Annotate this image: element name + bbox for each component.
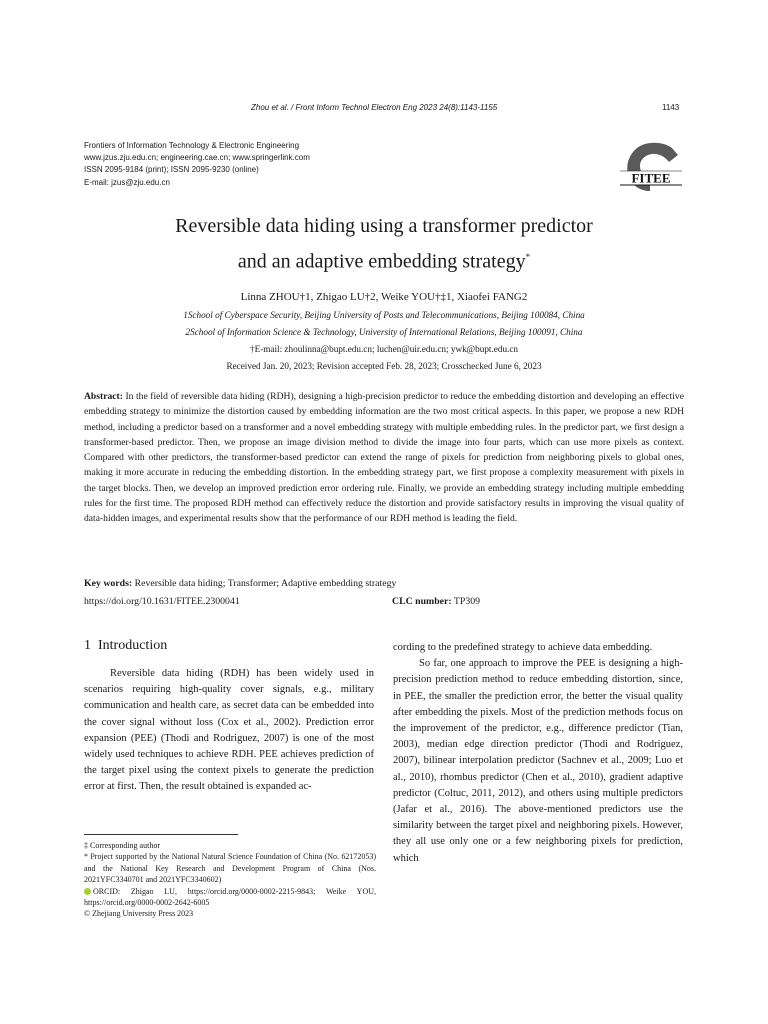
journal-email: E-mail: jzus@zju.edu.cn xyxy=(84,177,170,187)
running-head-citation: Zhou et al. / Front Inform Technol Electron Eng 2023 24(8):1143-1155 xyxy=(251,103,498,112)
affiliation-1: 1School of Cyberspace Security, Beijing University of Posts and Telecommunications, Beijing 100084, China xyxy=(183,310,585,320)
footnote-rule xyxy=(84,834,238,835)
abstract-text: In the field of reversible data hiding (RDH), designing a high-precision predictor to reduce the embedding distortion and developing an effective embedding strategy to minimize the distortion caused by embedding information are the two most critical aspects. In this paper, we propose a new RDH method, including a predictor based on a transformer and a novel embedding strategy with multiple embedding rules. In the predictor part, we first design a transformer-based predictor. Then, we propose an image division method to divide the image into four parts, which can use more pixels as context. Compared with other predictors, the transformer-based predictor can extend the range of pixels for prediction from neighboring pixels to global ones, making it more accurate in reducing the embedding distortion. In the embedding strategy part, we first propose a complexity measurement with pixels in the target blocks. Then, we develop an improved prediction error ordering rule. Finally, we provide an embedding strategy including multiple embedding rules for the first time. The proposed RDH method can effectively reduce the distortion and provide satisfactory results in improving the visual quality of data-hidden images, and experimental results show that the performance of our RDH method is leading the field. xyxy=(84,391,684,525)
title-line-2: and an adaptive embedding strategy* xyxy=(237,250,531,273)
abstract-label: Abstract: xyxy=(84,391,123,402)
body-left-column xyxy=(84,666,374,796)
clc-number xyxy=(392,596,480,607)
journal-name: Frontiers of Information Technology & Electronic Engineering xyxy=(84,141,300,150)
orcid-icon xyxy=(84,888,91,895)
footnote-orcid: ORCID: Zhigao LU, https://orcid.org/0000-0002-2215-9843; Weike YOU, https://orcid.org/0000-0002-2642-6005 xyxy=(84,886,376,908)
body-paragraph: Reversible data hiding (RDH) has been widely used in scenarios requiring high-quality cover signals, e.g., military communication and health care, as secret data can be embedded into the cover signal without loss (Cox et al., 2002). Prediction error expansion (PEE) (Thodi and Rodriguez, 2007) is one of the most widely used techniques to achieve RDH. PEE achieves prediction of the target pixel using the context pixels to generate the prediction error at first. Then, the result obtained is expanded ac- xyxy=(84,668,374,793)
journal-issn: ISSN 2095-9184 (print); ISSN 2095-9230 (online) xyxy=(84,165,259,175)
footnote-corresponding: ‡ Corresponding author xyxy=(84,841,160,850)
author-list: Linna ZHOU†1, Zhigao LU†2, Weike YOU†‡1, Xiaofei FANG2 xyxy=(240,291,528,303)
body-right-column xyxy=(393,640,683,867)
page-number: 1143 xyxy=(662,103,680,112)
keywords-text: Reversible data hiding; Transformer; Adaptive embedding strategy xyxy=(134,578,397,589)
doi-link[interactable]: https://doi.org/10.1631/FITEE.2300041 xyxy=(84,596,240,607)
keywords xyxy=(84,578,684,589)
body-paragraph-continued: cording to the predefined strategy to achieve data embedding. xyxy=(393,642,653,653)
title-line-1: Reversible data hiding using a transformer predictor xyxy=(175,215,593,237)
section-heading xyxy=(84,638,167,654)
keywords-label: Key words: xyxy=(84,578,133,589)
manuscript-dates: Received Jan. 20, 2023; Revision accepted Feb. 28, 2023; Crosschecked June 6, 2023 xyxy=(226,361,542,371)
abstract xyxy=(84,389,684,527)
fitee-logo xyxy=(620,140,682,192)
footnote-project: * Project supported by the National Natural Science Foundation of China (No. 62172053) and the National Key Research and Development Program of China (Nos. 2021YFC3340701 and 2021YFC3340602) xyxy=(84,852,376,885)
footnotes xyxy=(84,840,376,920)
affiliation-2: 2School of Information Science & Technology, University of International Relations, Beijing 100091, China xyxy=(185,327,583,337)
journal-urls: www.jzus.zju.edu.cn; engineering.cae.cn; www.springerlink.com xyxy=(84,153,310,163)
section-title: Introduction xyxy=(98,638,168,653)
section-number: 1 xyxy=(84,638,91,653)
svg-text:FITEE: FITEE xyxy=(631,170,671,186)
journal-info xyxy=(84,140,310,189)
footnote-copyright: © Zhejiang University Press 2023 xyxy=(84,909,194,919)
body-paragraph: So far, one approach to improve the PEE is designing a high-precision prediction method to reduce embedding distortion, since, in PEE, the smaller the prediction error, the better the visual quality after embedding the pixels. Most of the prediction methods focus on the improvement of the predictor, e.g., difference predictor (Tian, 2003), median edge direction predictor (Thodi and Rodriguez, 2007), bilinear interpolation predictor (Sachnev et al., 2009; Luo et al., 2010), rhombus predictor (Chen et al., 2010), gradient adaptive predictor (Coltuc, 2011, 2012), and others using multiple predictors (Jafar et al., 2016). The above-mentioned predictors use the similarity between the target pixel and neighboring pixels. However, they all use only one or a few neighboring pixels for prediction, which xyxy=(393,658,683,864)
clc-label: CLC number: xyxy=(392,596,452,607)
author-emails: †E-mail: zhoulinna@bupt.edu.cn; luchen@uir.edu.cn; ywk@bupt.edu.cn xyxy=(249,344,519,354)
paper-title xyxy=(0,211,768,278)
clc-value: TP309 xyxy=(453,596,481,607)
title-footnote-mark: * xyxy=(525,252,531,262)
